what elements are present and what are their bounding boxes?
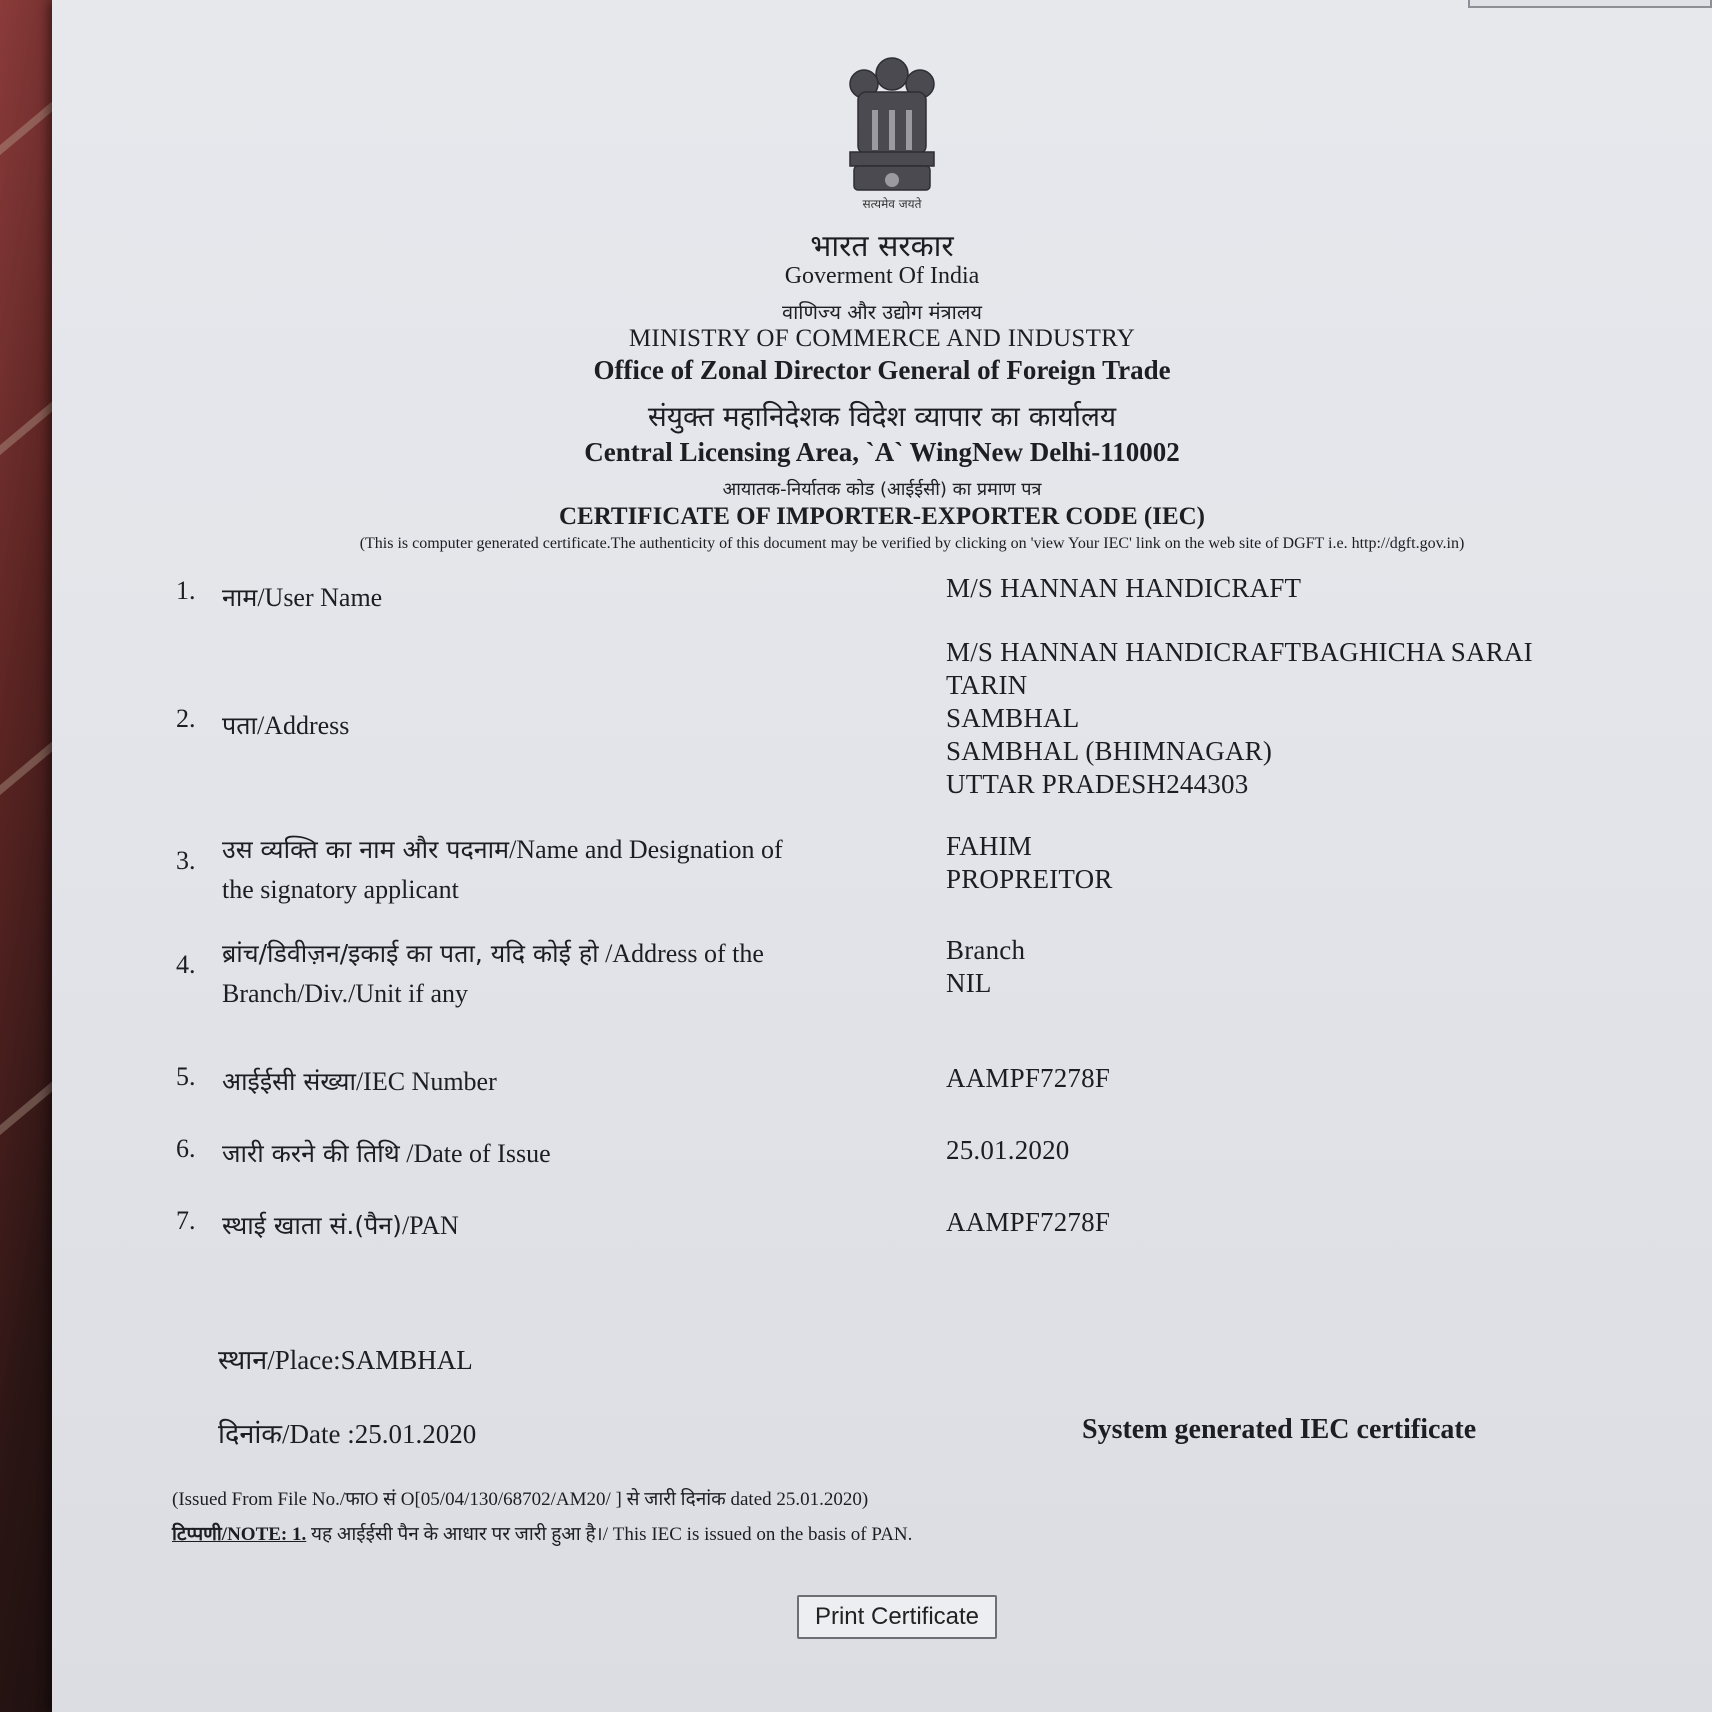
field-value: FAHIM PROPREITOR <box>946 831 1113 894</box>
field-label: नाम/User Name <box>222 583 383 612</box>
issued-from-line: (Issued From File No./फाO सं O[05/04/130/68702/AM20/ ] से जारी दिनांक dated 25.01.2020) <box>172 1489 869 1510</box>
govt-hindi: भारत सरकार <box>810 229 954 264</box>
note-text: यह आईईसी पैन के आधार पर जारी हुआ है।/ This IEC is issued on the basis of PAN. <box>306 1524 913 1545</box>
note-label: टिप्पणी/NOTE: 1. <box>172 1524 307 1545</box>
field-label: उस व्यक्ति का नाम और पदनाम/Name and Designation of the signatory applicant <box>222 835 783 904</box>
field-value: M/S HANNAN HANDICRAFT <box>946 573 1302 603</box>
field-label: पता/Address <box>222 711 350 740</box>
field-number: 6. <box>176 1134 196 1163</box>
system-generated-label: System generated IEC certificate <box>1082 1414 1477 1445</box>
field-label: जारी करने की तिथि /Date of Issue <box>222 1139 551 1168</box>
field-number: 3. <box>176 846 196 875</box>
note-line <box>172 1520 912 1546</box>
office-english: Office of Zonal Director General of Foreign Trade <box>593 355 1171 385</box>
authenticity-note: (This is computer generated certificate.The authenticity of this document may be verified by clicking on 'view Your IEC' link on the web site of DGFT i.e. http://dgft.gov.in) <box>359 535 1465 552</box>
ministry-english: MINISTRY OF COMMERCE AND INDUSTRY <box>628 325 1136 352</box>
field-value: 25.01.2020 <box>946 1135 1070 1165</box>
field-value: Branch NIL <box>946 935 1026 998</box>
field-number: 7. <box>176 1206 196 1235</box>
office-hindi: संयुक्त महानिदेशक विदेश व्यापार का कार्यालय <box>647 400 1117 433</box>
ministry-hindi: वाणिज्य और उद्योग मंत्रालय <box>781 300 983 324</box>
certificate-title-hindi: आयातक-निर्यातक कोड (आईईसी) का प्रमाण पत्र <box>722 479 1042 500</box>
print-certificate-button[interactable]: Print Certificate <box>797 1595 997 1639</box>
certificate-page <box>52 0 1712 1712</box>
page-corner-tab <box>1468 0 1712 8</box>
field-number: 2. <box>176 704 196 733</box>
licensing-area: Central Licensing Area, `A` WingNew Delhi-110002 <box>584 437 1180 467</box>
date-line: दिनांक/Date :25.01.2020 <box>218 1419 477 1450</box>
certificate-title: CERTIFICATE OF IMPORTER-EXPORTER CODE (IEC) <box>558 503 1205 530</box>
place-line: स्थान/Place:SAMBHAL <box>218 1345 473 1376</box>
field-value: AAMPF7278F <box>946 1207 1111 1237</box>
field-label: स्थाई खाता सं.(पैन)/PAN <box>222 1211 459 1240</box>
field-number: 5. <box>176 1062 196 1091</box>
field-label: आईईसी संख्या/IEC Number <box>222 1067 497 1096</box>
field-number: 4. <box>176 950 196 979</box>
field-label: ब्रांच/डिवीज़न/इकाई का पता, यदि कोई हो /Address of the Branch/Div./Unit if any <box>222 939 764 1008</box>
field-value: AAMPF7278F <box>946 1063 1111 1093</box>
state-emblem-icon <box>834 52 950 212</box>
govt-english: Goverment Of India <box>784 263 980 289</box>
field-number: 1. <box>176 576 196 605</box>
emblem-motto: सत्यमेव जयते <box>862 197 922 211</box>
field-value: M/S HANNAN HANDICRAFTBAGHICHA SARAI TARIN SAMBHAL SAMBHAL (BHIMNAGAR) UTTAR PRADESH244303 <box>946 637 1533 799</box>
